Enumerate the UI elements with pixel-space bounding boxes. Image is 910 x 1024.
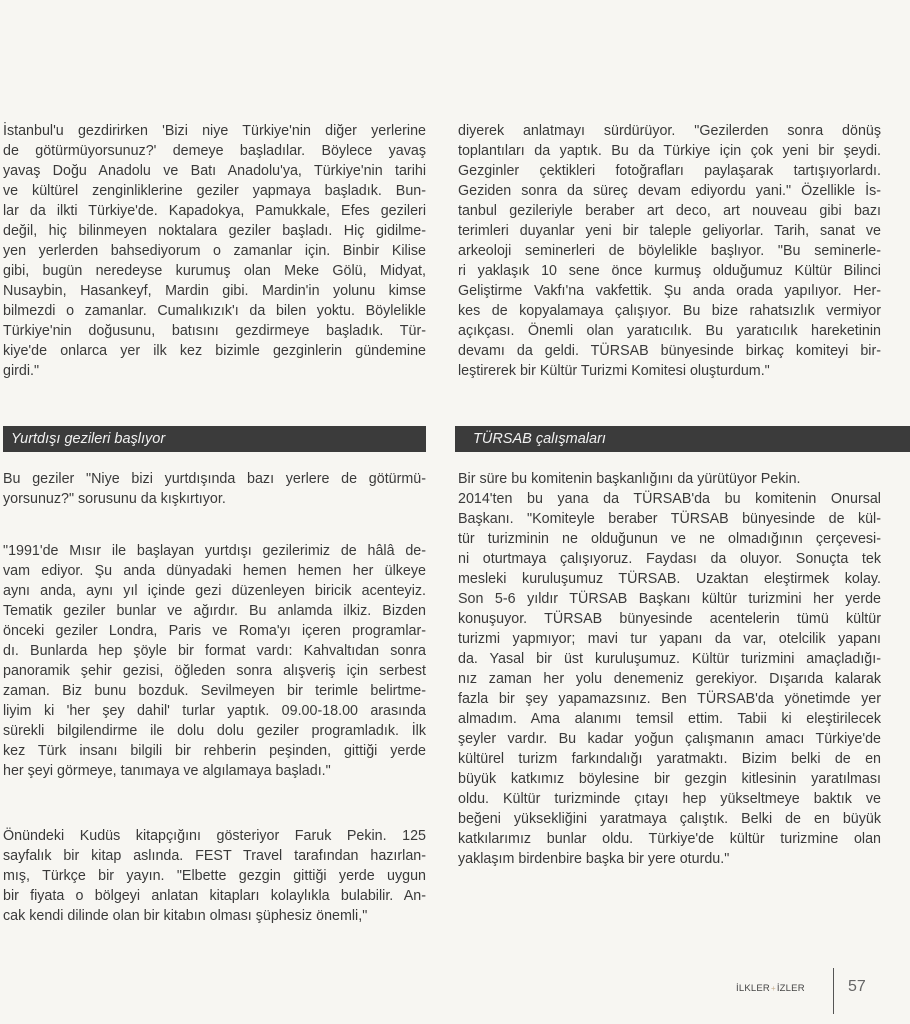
text-line: yen yerlerden bahsediyorum o zamanlar için. Binbir Kilise	[3, 243, 426, 259]
left-paragraph-3	[0, 826, 428, 926]
text-line: sürekli bilgilendirme ile dolu dolu geziler programladık. İlk	[3, 723, 426, 739]
text-line: kiye'de onlarca yer ilk kez bizimle gezginlerin gündemine	[3, 343, 426, 359]
text-line: liyim ki 'her şey dahil' turlar yaptık. 09.00-18.00 arasında	[3, 703, 426, 719]
text-line: bir fiyata o bölgeyi anlatan kitapları kolaylıkla bulabilir. An-	[3, 888, 426, 904]
text-line: "1991'de Mısır ile başlayan yurtdışı gezilerimiz de hâlâ de-	[3, 543, 426, 559]
right-paragraph-1	[455, 469, 883, 869]
text-line: Önündeki Kudüs kitapçığını gösteriyor Faruk Pekin. 125	[3, 828, 426, 844]
text-line: Gezginler çektikleri fotoğrafları paylaşarak tartışıyorlardı.	[458, 163, 881, 179]
text-line: Son 5-6 yıldır TÜRSAB Başkanı kültür turizmini her yerde	[458, 591, 881, 607]
magazine-section-label	[736, 983, 805, 994]
text-line: şeyler vardır. Bu kadar yoğun çalışmanın amacı Türkiye'de	[458, 731, 881, 747]
text-line: mesleki kuruluşumuz TÜRSAB. Uzaktan eleştirmek kolay.	[458, 571, 881, 587]
text-line: önceki geziler Londra, Paris ve Roma'yı içeren programlar-	[3, 623, 426, 639]
text-line: Bu geziler "Niye bizi yurtdışında bazı yerlere de götürmü-	[3, 471, 426, 487]
footer-label-separator: +	[770, 984, 776, 993]
text-line: terimleri duyanlar yeni bir taleple geliyorlar. Tarih, sanat ve	[458, 223, 881, 239]
left-paragraph-1	[0, 469, 428, 509]
text-line: fazla bir şey yapamazsınız. Ben TÜRSAB'da yönetimde yer	[458, 691, 881, 707]
text-line: gibi, bugün neredeyse kurumuş olan Meke Gölü, Midyat,	[3, 263, 426, 279]
text-line: bilmezdi o zamanlar. Cumalıkızık'ı da bilen yoktu. Böylelikle	[3, 303, 426, 319]
text-line: leştirerek bir Kültür Turizmi Komitesi oluşturdum."	[458, 363, 770, 379]
text-line: konuşuyor. TÜRSAB bünyesinde acentelerin tümü kültür	[458, 611, 881, 627]
text-line: değil, hiç bilinmeyen noktalara geziler başladı. Hiç gidilme-	[3, 223, 426, 239]
left-paragraph-2	[0, 541, 428, 781]
right-intro-paragraph	[455, 121, 883, 381]
text-line: dı. Bunlarda hep şöyle bir format vardı: Kahvaltıdan sonra	[3, 643, 426, 659]
text-line: Geziden sonra da süreç devam ediyordu yani." Özellikle İs-	[458, 183, 881, 199]
text-line: almadım. Ama alanımı temsil ettim. Tabii ki eleştirilecek	[458, 711, 881, 727]
text-line: açıkçası. Önemli olan yaratıcılık. Bu yaratıcılık hareketinin	[458, 323, 881, 339]
text-line: 2014'ten bu yana da TÜRSAB'da bu komitenin Onursal	[458, 491, 881, 507]
text-line: kez Türk insanı bilgili bir rehberin peşinden, gittiği yerde	[3, 743, 426, 759]
text-line: da. Yasal bir üst kuruluşumuz. Kültür turizmini amaçladığı-	[458, 651, 881, 667]
footer-label-part2: İZLER	[776, 983, 805, 994]
text-line: kültürel turizm farkındalığı yaratmaktı. Bizim belki de en	[458, 751, 881, 767]
text-line: arkeoloji seminerleri de böylelikle başlıyor. "Bu seminerle-	[458, 243, 881, 259]
text-line: mış, Türkçe bir yayın. "Elbette gezgin gittiği yerde uygun	[3, 868, 426, 884]
text-line: cak kendi dilinde olan bir kitabın olması şüphesiz önemli,"	[3, 908, 368, 924]
text-line: panoramik şehir gezisi, öğleden sonra alışveriş için serbest	[3, 663, 426, 679]
text-line: toplantıları da yaptık. Bu da Türkiye için çok yeni bir şeydi.	[458, 143, 881, 159]
text-line: yaklaşım birdenbire başka bir yere oturdu."	[458, 851, 730, 867]
text-line: girdi."	[3, 363, 40, 379]
text-line: devamı da geldi. TÜRSAB bünyesinde birkaç komiteyi bir-	[458, 343, 881, 359]
text-line: tür turizminin ne olduğunun ve ne olmadığının çerçevesi-	[458, 531, 881, 547]
text-line: Nusaybin, Hasankeyf, Mardin gibi. Mardin'in yolunu kimse	[3, 283, 426, 299]
text-line: diyerek anlatmayı sürdürüyor. "Gezilerden sonra dönüş	[458, 123, 881, 139]
section-heading-tursab	[455, 426, 910, 452]
text-line: yavaş Doğu Anadolu ve Batı Anadolu'ya, Türkiye'nin tarihi	[3, 163, 426, 179]
text-line: nız zaman her yolu denemeniz gerekiyor. Dışarıda kalarak	[458, 671, 881, 687]
section-heading-yurtdisi	[3, 426, 426, 452]
text-line: aynı anda, aynı yıl içinde gezi düzenleyen biricik acenteyiz.	[3, 583, 426, 599]
text-line: Türkiye'nin doğusunu, batısını gezdirmeye başladık. Tür-	[3, 323, 426, 339]
text-line: büyük katkımız böylesine bir gezgin kitlesinin yaratılması	[458, 771, 881, 787]
text-line: katkılarımız bunlar oldu. Türkiye'de kültür turizmine olan	[458, 831, 881, 847]
text-line: İstanbul'u gezdirirken 'Bizi niye Türkiye'nin diğer yerlerine	[3, 123, 426, 139]
text-line: zaman. Biz bunu bozduk. Sevilmeyen bir terimle belirtme-	[3, 683, 426, 699]
text-line: de götürmüyorsunuz?' demeye başladılar. Böylece yavaş	[3, 143, 426, 159]
text-line: Geliştirme Vakfı'na vakfettik. Şu anda orada yapılıyor. Her-	[458, 283, 881, 299]
text-line: sayfalık bir kitap aslında. FEST Travel tarafından hazırlan-	[3, 848, 426, 864]
footer-divider	[833, 968, 834, 1014]
text-line: yorsunuz?" sorusunu da kışkırtıyor.	[3, 491, 226, 507]
text-line: Tematik geziler bunlar ve ağırdır. Bu anlamda ilkiz. Bizden	[3, 603, 426, 619]
text-line: ve kültürel zenginliklerine geziler yapmaya başladık. Bun-	[3, 183, 426, 199]
text-line: kes de kopyalamaya çalışıyor. Bu bize rahatsızlık vermiyor	[458, 303, 881, 319]
footer-label-part1: İLKLER	[736, 983, 770, 994]
text-line: ni oturtmaya çalışıyoruz. Faydası da oluyor. Sonuçta tek	[458, 551, 881, 567]
text-line: lar da ilkti Türkiye'de. Kapadokya, Pamukkale, Efes gezileri	[3, 203, 426, 219]
text-line: vam ediyor. Şu anda dünyadaki hemen hemen her ülkeye	[3, 563, 426, 579]
section-heading-text: Yurtdışı gezileri başlıyor	[11, 431, 166, 447]
text-line: tanbul gezileriyle beraber art deco, art nouveau gibi bazı	[458, 203, 881, 219]
text-line: her şeyi görmeye, tanımaya ve algılamaya başladı."	[3, 763, 331, 779]
text-line: Başkanı. "Komiteyle beraber TÜRSAB bünyesinde de kül-	[458, 511, 881, 527]
left-intro-paragraph	[0, 121, 428, 381]
text-line: turizmi yapmıyor; mavi tur yapanı da var, otelcilik yapanı	[458, 631, 881, 647]
text-line: beğeni yüksekliğini yaratmaya çalıştık. Belki de en büyük	[458, 811, 881, 827]
text-line: oldu. Kültür turizminde çıtayı hep yükseltmeye baktık ve	[458, 791, 881, 807]
text-line: Bir süre bu komitenin başkanlığını da yürütüyor Pekin.	[458, 471, 801, 487]
page-number: 57	[848, 978, 866, 995]
section-heading-text: TÜRSAB çalışmaları	[473, 431, 606, 447]
text-line: ri yaklaşık 10 sene önce kurmuş olduğumuz Kültür Bilinci	[458, 263, 881, 279]
